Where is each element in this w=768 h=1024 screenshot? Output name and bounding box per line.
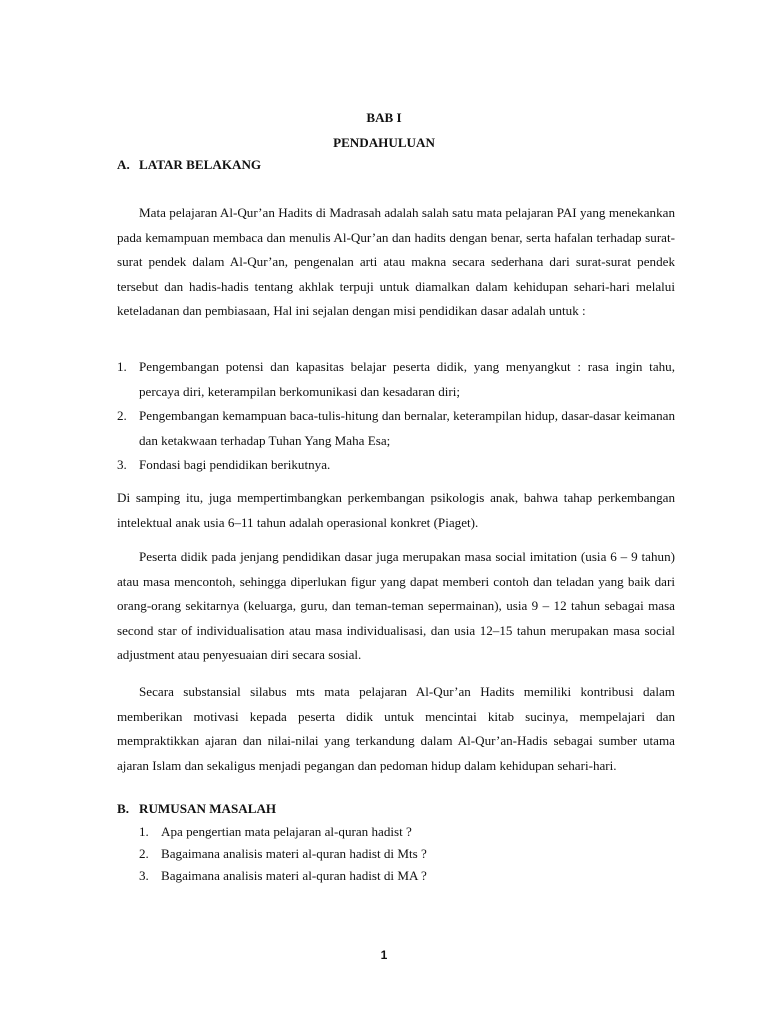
list-item-number: 2. [139,846,149,861]
list-item [117,355,675,404]
list-item [139,865,659,887]
list-item-number: 1. [117,359,127,374]
section-b-title: RUMUSAN MASALAH [139,801,277,816]
section-a-heading [117,156,261,174]
list-item-text: Apa pengertian mata pelajaran al-quran hadist ? [161,824,412,839]
list-item-number: 3. [139,868,149,883]
background-paragraph-4: Secara substansial silabus mts mata pelajaran Al-Qur’an Hadits memiliki kontribusi dalam memberikan motivasi kepada peserta didik untuk mencintai kitab sucinya, mempelajari dan mempraktikkan ajaran dan nilai-nilai yang terkandung dalam Al-Qur’an-Hadis sebagai sumber utama ajaran Islam dan sekaligus menjadi pegangan dan pedoman hidup dalam kehidupan sehari-hari. [117,684,675,773]
background-paragraph-3: Peserta didik pada jenjang pendidikan dasar juga merupakan masa social imitation (usia 6 – 9 tahun) atau masa mencontoh, sehingga diperlukan figur yang dapat memberi contoh dan teladan yang baik dari orang-orang sekitarnya (keluarga, guru, dan teman-teman sepermainan), usia 9 – 12 tahun sebagai masa second star of individualisation atau masa individualisasi, dan usia 12–15 tahun merupakan masa social adjustment atau penyesuaian diri secara sosial. [117,549,675,663]
list-item-text: Fondasi bagi pendidikan berikutnya. [139,457,331,473]
chapter-title: BAB I [366,110,402,125]
section-a-number: A. [117,157,130,172]
chapter-subtitle: PENDAHULUAN [333,135,435,150]
list-item [139,821,659,843]
background-paragraph-1: Mata pelajaran Al-Qur’an Hadits di Madrasah adalah salah satu mata pelajaran PAI yang menekankan pada kemampuan membaca dan menulis Al-Qur’an dan hadits dengan benar, serta hafalan terhadap surat-surat pendek dalam Al-Qur’an, pengenalan arti atau makna secara sederhana dari surat-surat pendek tersebut dan hadis-hadis tentang akhlak terpuji untuk diamalkan dalam kehidupan sehari-hari melalui keteladanan dan pembiasaan, Hal ini sejalan dengan misi pendidikan dasar adalah untuk : [117,205,675,319]
list-item-number: 2. [117,408,127,424]
mission-list [117,355,675,478]
section-b-heading [117,800,276,818]
list-item-text: Bagaimana analisis materi al-quran hadist di Mts ? [161,846,427,861]
list-item-text: Pengembangan potensi dan kapasitas belajar peserta didik, yang menyangkut : rasa ingin tahu, percaya diri, keterampilan berkomunikasi dan kesadaran diri; [139,359,675,399]
list-item [117,404,675,453]
page-number: 1 [380,948,388,962]
list-item [117,453,675,478]
list-item-number: 1. [139,824,149,839]
background-paragraph-2: Di samping itu, juga mempertimbangkan perkembangan psikologis anak, bahwa tahap perkembangan intelektual anak usia 6–11 tahun adalah operasional konkret (Piaget). [117,490,675,530]
problem-list [139,821,659,887]
section-b-number: B. [117,801,130,816]
list-item [139,843,659,865]
list-item-text: Pengembangan kemampuan baca-tulis-hitung dan bernalar, keterampilan hidup, dasar-dasar keimanan dan ketakwaan terhadap Tuhan Yang Maha Esa; [139,408,675,448]
list-item-number: 3. [117,457,127,473]
list-item-text: Bagaimana analisis materi al-quran hadist di MA ? [161,868,427,883]
section-a-title: LATAR BELAKANG [139,157,262,172]
